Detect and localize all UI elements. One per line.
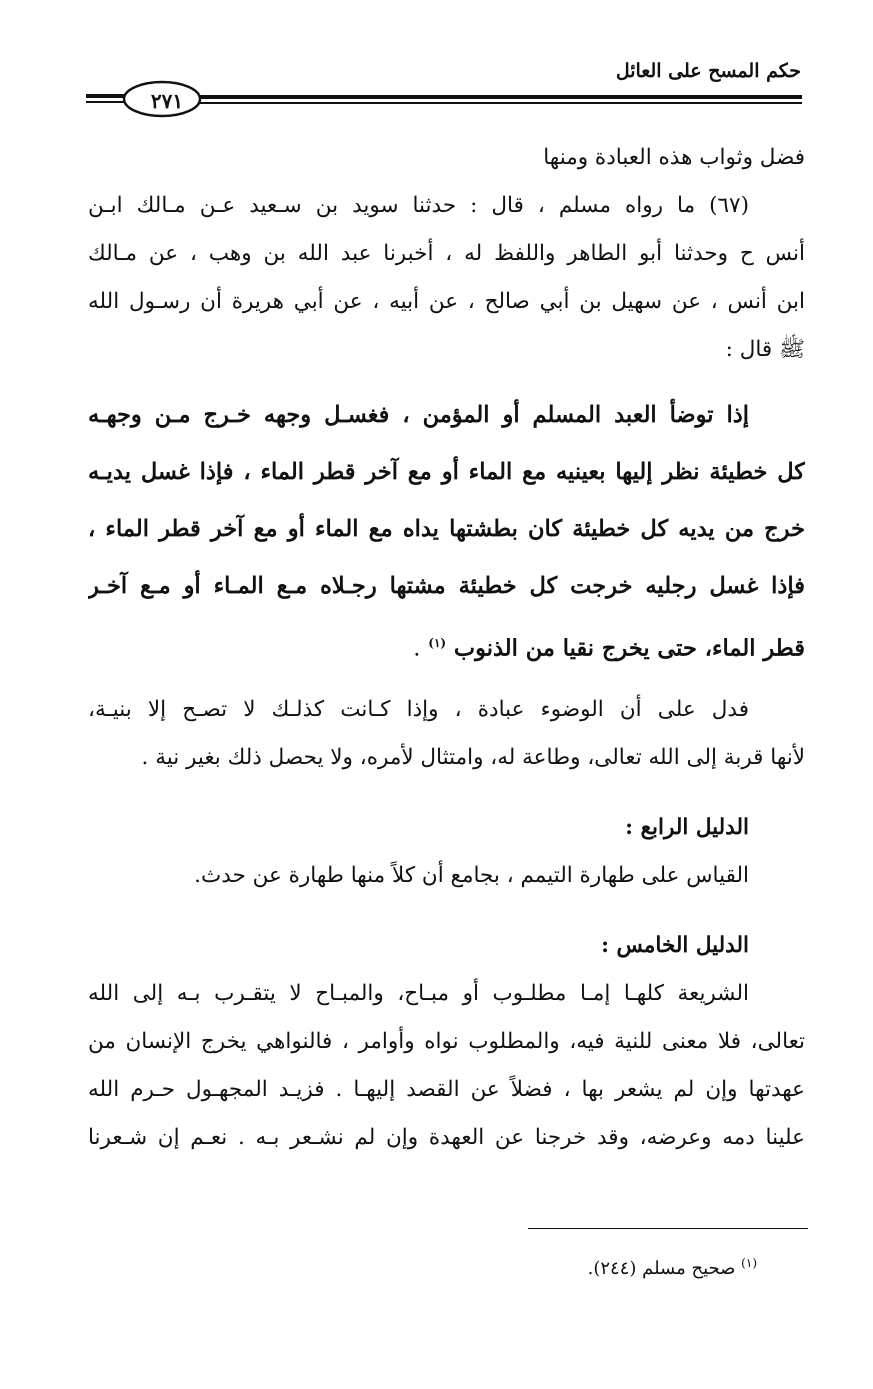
- hadith-line: كل خطيئة نظر إليها بعينيه مع الماء أو مع آخر قطر الماء ، فإذا غسل يديـه: [88, 459, 805, 485]
- text-line: فضل وثواب هذه العبادة ومنها: [543, 145, 805, 170]
- footnote-separator: [528, 1228, 808, 1229]
- hadith-line: إذا توضأ العبد المسلم أو المؤمن ، فغسـل وجهه خـرج مـن وجهـه: [88, 402, 749, 428]
- text-line: فدل على أن الوضوء عبادة ، وإذا كـانت كذلـك لا تصـح إلا بنيـة،: [88, 696, 749, 722]
- text-line: (٦٧) ما رواه مسلم ، قال : حدثنا سويد بن سـعيد عـن مـالك ابـن: [88, 193, 749, 218]
- footnote: [588, 1256, 757, 1279]
- main-text: [88, 134, 805, 1162]
- hadith-end-punct: .: [413, 635, 421, 662]
- hadith-line: خرج من يديه كل خطيئة كان بطشتها يداه مع الماء أو مع آخر قطر الماء ،: [88, 516, 805, 542]
- text-line: ﷺ قال :: [725, 337, 805, 362]
- text-line: الشريعة كلهـا إمـا مطلـوب أو مبـاح، والمبـاح لا يتقـرب بـه إلى الله: [88, 980, 749, 1006]
- footnote-marker: (١): [741, 1256, 757, 1270]
- hadith-line: فإذا غسل رجليه خرجت كل خطيئة مشتها رجـلاه مـع المـاء أو مـع آخـر: [88, 573, 805, 599]
- text-line: أنس ح وحدثنا أبو الطاهر واللفظ له ، أخبرنا عبد الله بن وهب ، عن مـالك: [88, 241, 805, 266]
- section-heading: الدليل الخامس :: [601, 932, 749, 958]
- text-line: ابن أنس ، عن سهيل بن أبي صالح ، عن أبيه ، عن أبي هريرة أن رسـول الله: [88, 289, 805, 314]
- section-heading: الدليل الرابع :: [625, 814, 749, 840]
- header-rule: [86, 80, 806, 120]
- hadith-line: [88, 615, 805, 678]
- text-line: لأنها قربة إلى الله تعالى، وطاعة له، وامتثال لأمره، ولا يحصل ذلك بغير نية .: [141, 744, 805, 770]
- text-line: علينا دمه وعرضه، وقد خرجنا عن العهدة وإن لم نشـعر بـه . نعـم إن شـعرنا: [88, 1124, 805, 1150]
- footnote-reference: (١): [428, 636, 447, 650]
- text-line: القياس على طهارة التيمم ، بجامع أن كلاً منها طهارة عن حدث.: [194, 862, 749, 888]
- text-line: عهدتها وإن لم يشعر بها ، فضلاً عن القصد إليهـا . فزيـد المجهـول حـرم الله: [88, 1076, 805, 1102]
- footnote-text: صحيح مسلم (٢٤٤).: [587, 1258, 736, 1279]
- page-number: ٢٧١: [150, 89, 184, 113]
- hadith-last-text: قطر الماء، حتى يخرج نقيا من الذنوب: [453, 635, 805, 662]
- text-line: تعالى، فلا معنى للنية فيه، والمطلوب نواه وأوامر ، فالنواهي يخرج الإنسان من: [88, 1028, 805, 1054]
- running-title: حكم المسح على العائل: [615, 60, 801, 82]
